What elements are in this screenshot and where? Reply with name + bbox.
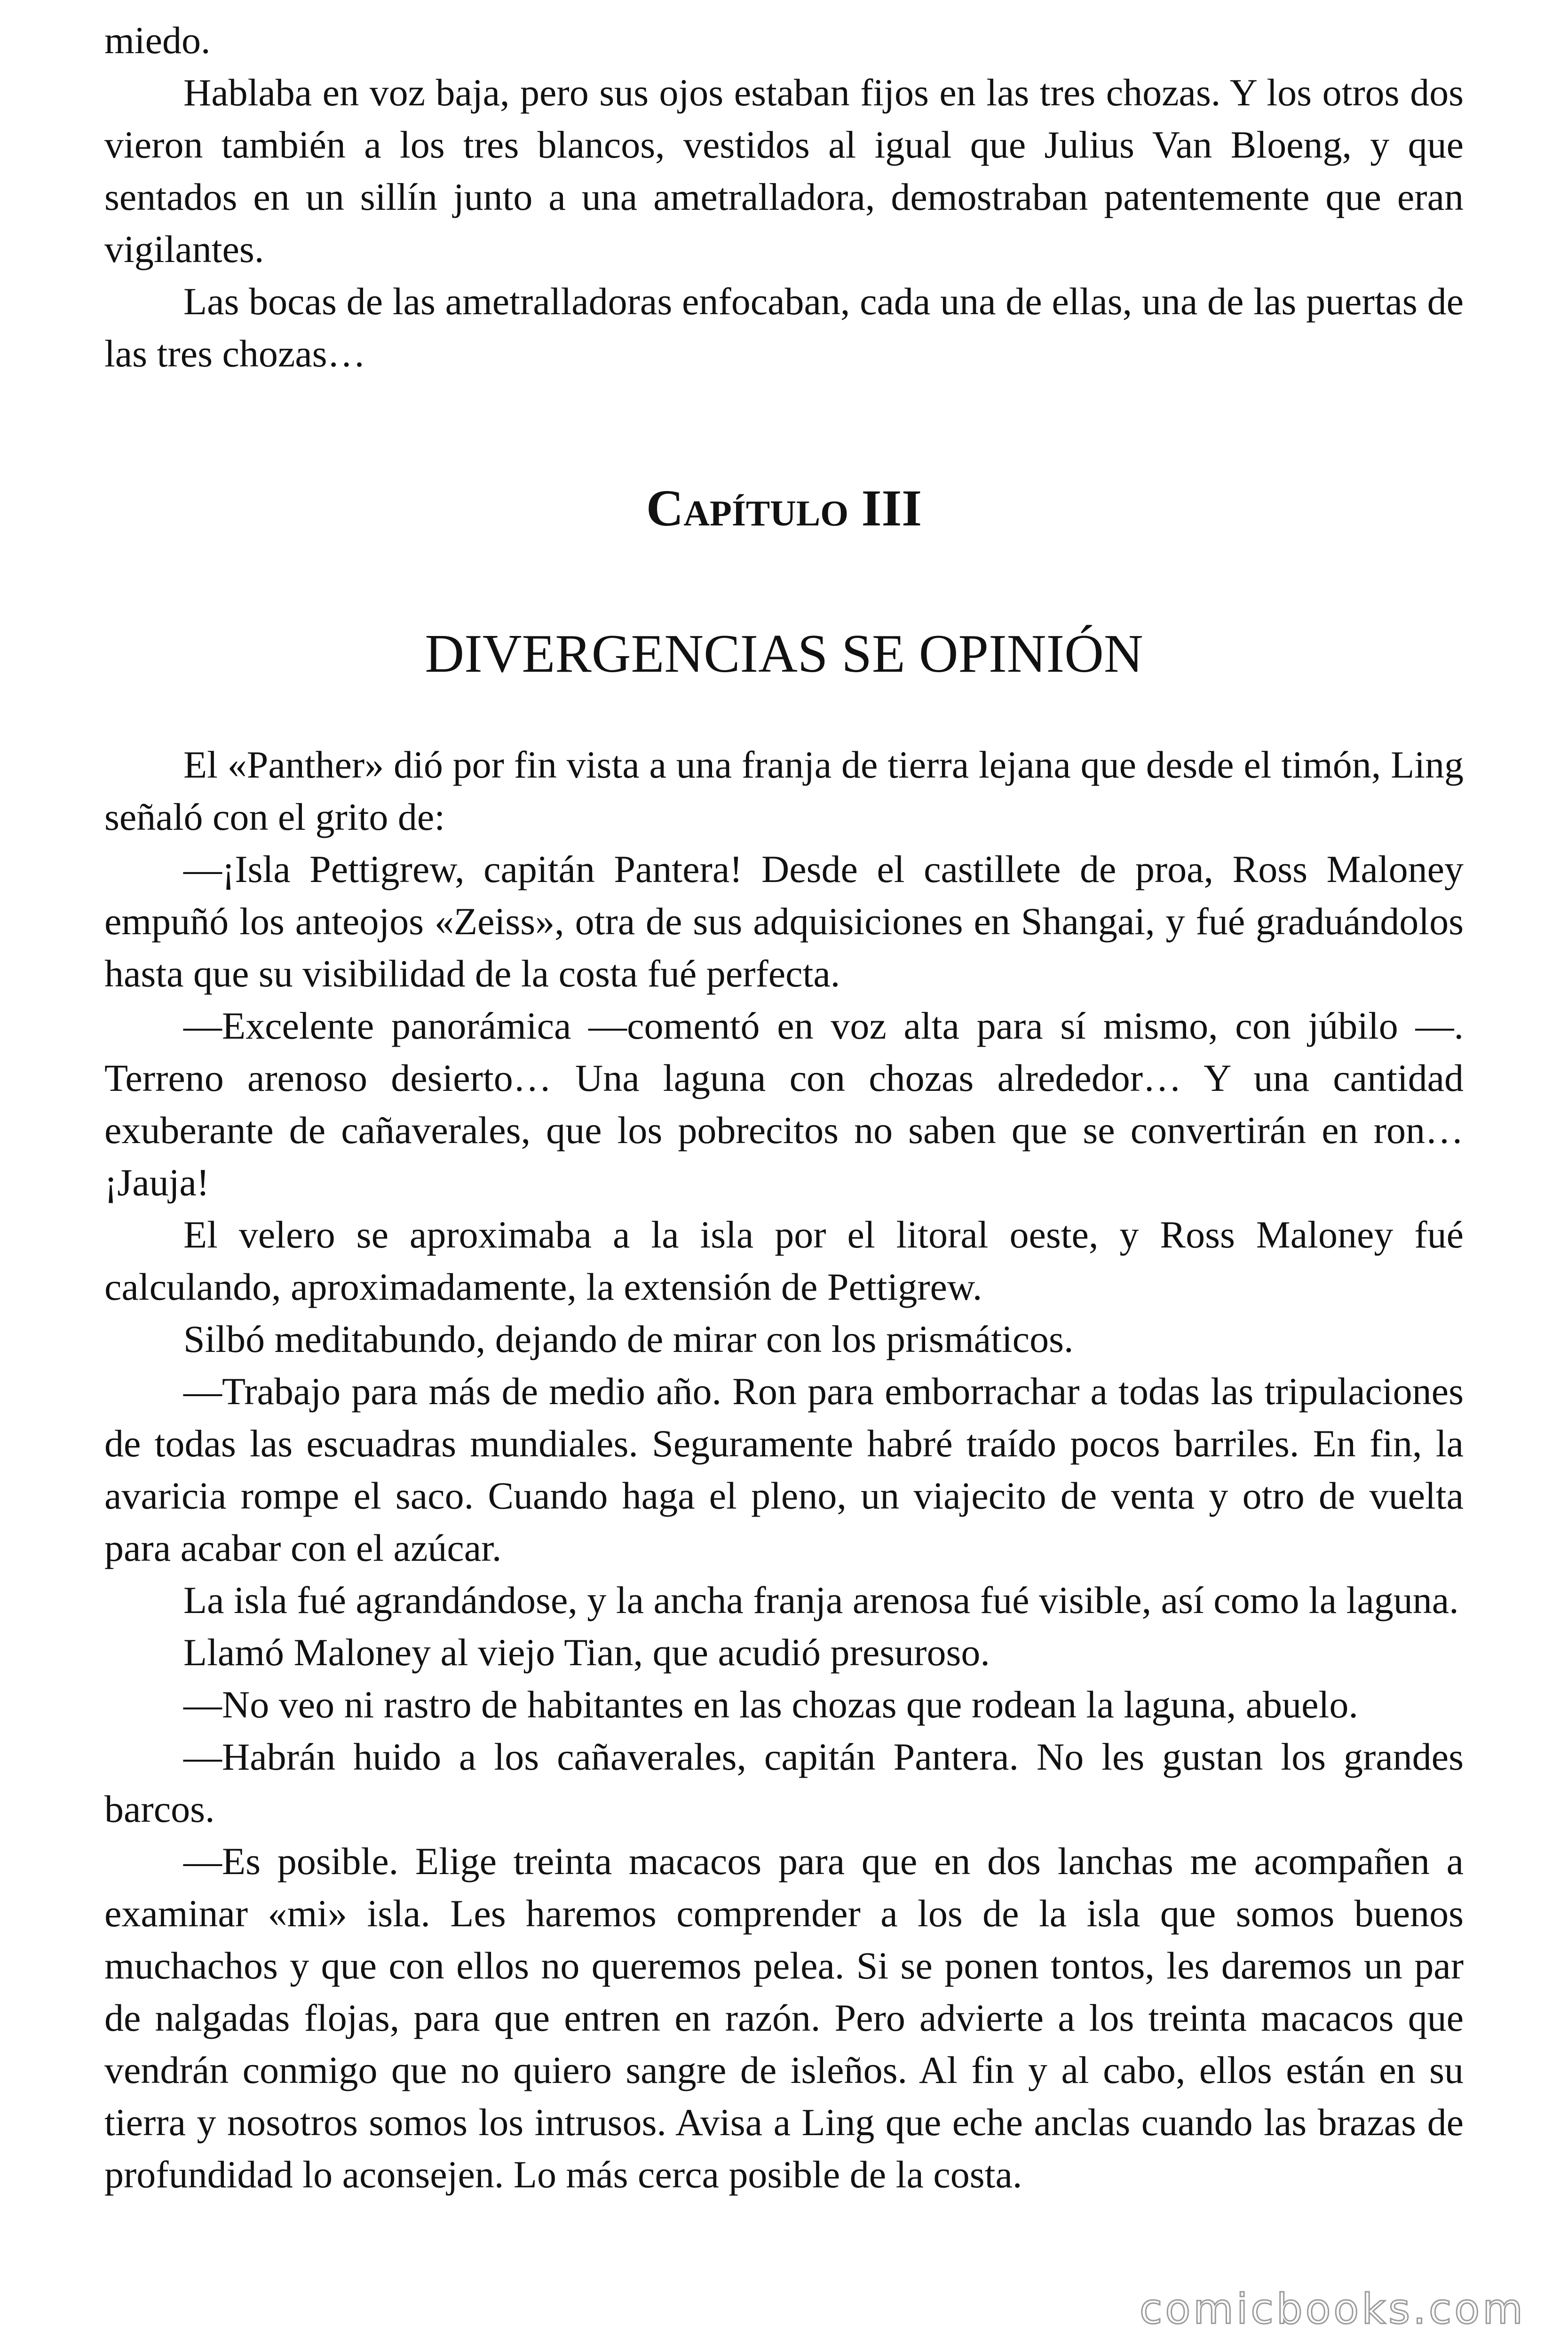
chapter-title: DIVERGENCIAS SE OPINIÓN <box>425 624 1143 684</box>
watermark: comicbooks.com <box>1139 2285 1526 2333</box>
paragraph: —Es posible. Elige treinta macacos para que en dos lanchas me acompañen a examinar «mi» isla. Les haremos comprender a los de la isla que somos buenos muchachos y que con ellos no queremos pelea. Si se ponen tontos, les daremos un par de nalgadas flojas, para que entren en razón. Pero advierte a los treinta macacos que vendrán conmigo que no quiero sangre de isleños. Al fin y al cabo, ellos están en su tierra y nosotros somos los intrusos. Avisa a Ling que eche anclas cuando las brazas de profundidad lo aconsejen. Lo más cerca posible de la costa. <box>104 1840 1464 2196</box>
paragraph: La isla fué agrandándose, y la ancha franja arenosa fué visible, así como la laguna. <box>183 1579 1459 1621</box>
paragraph: Hablaba en voz baja, pero sus ojos estaban fijos en las tres chozas. Y los otros dos vieron también a los tres blancos, vestidos al igual que Julius Van Bloeng, y que sentados en un sillín junto a una ametralladora, demostraban patentemente que eran vigilantes. <box>104 71 1464 270</box>
paragraph: —¡Isla Pettigrew, capitán Pantera! Desde el castillete de proa, Ross Maloney empuñó los anteojos «Zeiss», otra de sus adquisiciones en Shangai, y fué graduándolos hasta que su visibilidad de la costa fué perfecta. <box>104 848 1464 995</box>
paragraph: Silbó meditabundo, dejando de mirar con los prismáticos. <box>183 1318 1074 1360</box>
paragraph: —No veo ni rastro de habitantes en las chozas que rodean la laguna, abuelo. <box>183 1683 1358 1726</box>
chapter-body <box>104 739 1464 2201</box>
paragraph: El velero se aproximaba a la isla por el litoral oeste, y Ross Maloney fué calculando, aproximadamente, la extensión de Pettigrew. <box>104 1213 1464 1308</box>
previous-chapter-ending <box>104 14 1464 380</box>
paragraph: miedo. <box>104 19 211 62</box>
paragraph: —Trabajo para más de medio año. Ron para emborrachar a todas las tripulaciones de todas las escuadras mundiales. Seguramente habré traído pocos barriles. En fin, la avaricia rompe el saco. Cuando haga el pleno, un viajecito de venta y otro de vuelta para acabar con el azúcar. <box>104 1370 1464 1569</box>
chapter-label: Capítulo <box>646 479 849 537</box>
paragraph: Las bocas de las ametralladoras enfocaban, cada una de ellas, una de las puertas de las tres chozas… <box>104 280 1464 375</box>
paragraph: —Habrán huido a los cañaverales, capitán Pantera. No les gustan los grandes barcos. <box>104 1735 1464 1830</box>
chapter-heading <box>104 475 1464 541</box>
paragraph: Llamó Maloney al viejo Tian, que acudió presuroso. <box>183 1631 990 1674</box>
paragraph: El «Panther» dió por fin vista a una franja de tierra lejana que desde el timón, Ling señaló con el grito de: <box>104 743 1464 838</box>
chapter-number: III <box>861 479 922 537</box>
paragraph: —Excelente panorámica —comentó en voz alta para sí mismo, con júbilo —. Terreno arenoso desierto… Una laguna con chozas alrededor… Y una cantidad exuberante de cañaverales, que los pobrecitos no saben que se convertirán en ron… ¡Jauja! <box>104 1004 1464 1204</box>
